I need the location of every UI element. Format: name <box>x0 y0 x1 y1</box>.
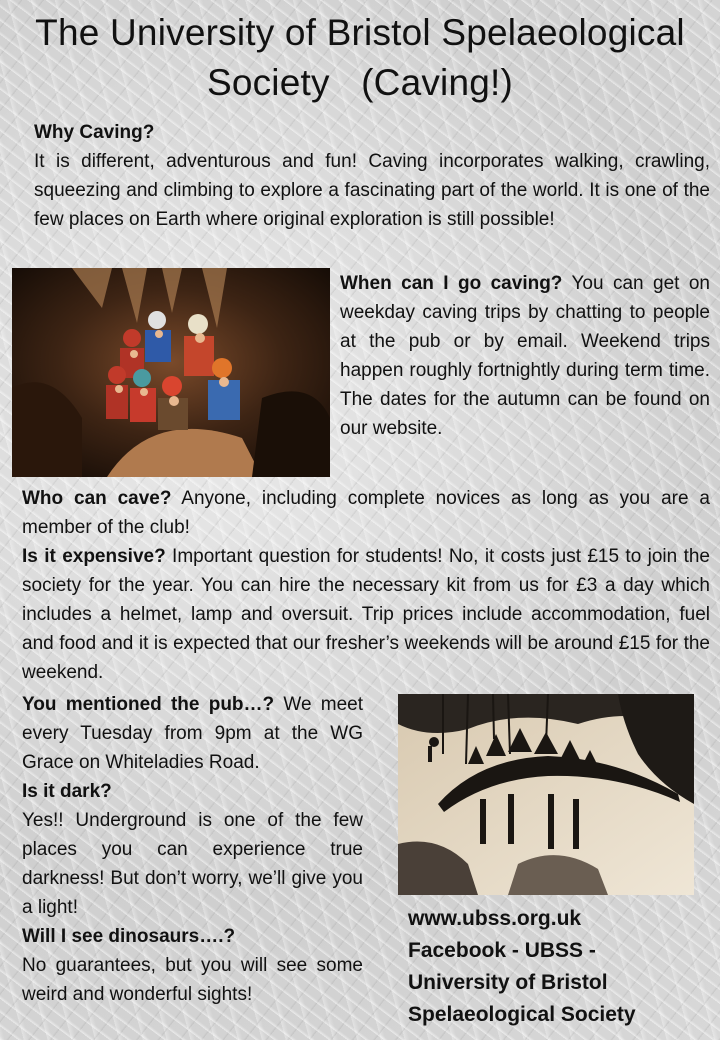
why-caving-heading: Why Caving? <box>34 122 155 143</box>
when-caving-heading: When can I go caving? <box>340 273 563 294</box>
pub-heading: You mentioned the pub…? <box>22 694 275 715</box>
dinosaurs-text: No guarantees, but you will see some weird and wonderful sights! <box>22 955 363 1005</box>
who-can-cave-text: Anyone, including complete novices as long as you are a member of the club! <box>22 488 710 538</box>
who-can-cave-heading: Who can cave? <box>22 488 172 509</box>
why-caving-section <box>34 118 710 234</box>
when-caving-section <box>340 269 710 443</box>
facebook-link-line-1[interactable]: Facebook - UBSS - <box>408 939 596 962</box>
expensive-text: Important question for students! No, it costs just £15 to join the society for the year. You can hire the necessary kit from us for £3 a day which includes a helmet, lamp and oversuit. Trip prices include accommodation, fuel and food and it is expected that our fresher’s weekends will be around £15 for the weekend. <box>22 546 710 683</box>
why-caving-text: It is different, adventurous and fun! Caving incorporates walking, crawling, squeezing and climbing to explore a fascinating part of the world. It is one of the few places on Earth where original exploration is still possible! <box>34 151 710 230</box>
page-title <box>0 8 720 108</box>
cavers-group-photo <box>12 268 330 477</box>
faq-left-column <box>22 690 363 1009</box>
title-line-1: The University of Bristol Spelaeological <box>35 12 685 53</box>
who-and-cost-section <box>22 484 710 687</box>
contact-links <box>408 903 708 1031</box>
pub-text: We meet every Tuesday from 9pm at the WG Grace on Whiteladies Road. <box>22 694 363 773</box>
stegosaurus-fossil-photo <box>398 694 694 895</box>
dinosaurs-heading: Will I see dinosaurs….? <box>22 926 236 947</box>
title-line-2: Society (Caving!) <box>206 62 514 103</box>
facebook-link-line-2[interactable]: University of Bristol <box>408 971 608 994</box>
facebook-link-line-3[interactable]: Spelaeological Society <box>408 1003 636 1026</box>
website-link[interactable]: www.ubss.org.uk <box>408 907 582 930</box>
dark-heading: Is it dark? <box>22 781 112 802</box>
dark-text: Yes!! Underground is one of the few places you can experience true darkness! But don’t worry, we’ll give you a light! <box>22 810 363 918</box>
when-caving-text: You can get on weekday caving trips by chatting to people at the pub or by email. Weekend trips happen roughly fortnightly during term time. The dates for the autumn can be found on our website. <box>340 273 710 439</box>
expensive-heading: Is it expensive? <box>22 546 166 567</box>
